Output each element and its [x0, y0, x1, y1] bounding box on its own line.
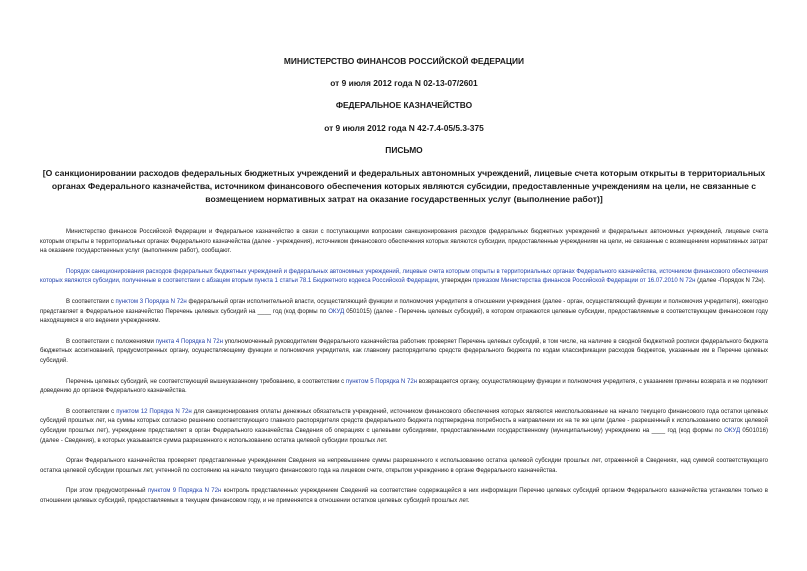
document-page	[40, 0, 768, 513]
item-3-order-link[interactable]: пунктом 3 Порядка N 72н	[115, 298, 187, 305]
paragraph-3	[40, 298, 768, 327]
paragraph-8-lead: При этом предусмотренный	[66, 488, 148, 495]
item-9-order-link[interactable]: пунктом 9 Порядка N 72н	[147, 488, 222, 495]
paragraph-3-lead: В соответствии с	[66, 298, 116, 305]
paragraph-4-text: уполномоченный руководителем Федерального казначейства работник проверяет Перечень целевых субсидий, в том числе, на наличие в сводной бюджетной росписи федерального бюджета бюджетных ассигнований, предусмотренных органу, осуществляющему функции и полномочия учредителя, как главному распорядителю средств федерального бюджета по кодам классификации расходов бюджетов, указанным им в Перечне целевых субсидий.	[40, 338, 768, 364]
ministry-doc-date: от 9 июля 2012 года N 02-13-07/2601	[330, 78, 478, 88]
paragraph-6-tail: 0501016) (далее - Сведения), в которых указывается сумма разрешенного к использованию остатка целевой субсидии прошлых лет.	[40, 427, 768, 444]
paragraph-4	[40, 338, 768, 367]
paragraph-4-lead: В соответствии с положениями	[66, 338, 156, 345]
item-12-order-link[interactable]: пунктом 12 Порядка N 72н	[116, 408, 192, 415]
document-title: [О санкционировании расходов федеральных бюджетных учреждений и федеральных автономных учреждений, лицевые счета которым открыты в территориальных органах Федерального казначейства, источником финансового обеспечения которых являются субсидии, предоставленные учреждениям на цели, не связанные с возмещением нормативных затрат на оказание государственных услуг (выполнение работ)]	[42, 168, 766, 204]
paragraph-8-text: контроль представленных учреждением Сведений на соответствие содержащейся в них информации Перечню целевых субсидий органом Федерального казначейства установлен только в отношении целевых субсидий, предоставляемых в текущем финансовом году, и не применяется в отношении остатков целевых субсидий прошлых лет.	[40, 488, 768, 504]
minfin-order-link[interactable]: приказом Министерства финансов Российской Федерации от 16.07.2010 N 72н	[473, 278, 696, 285]
paragraph-6-text: для санкционирования оплаты денежных обязательств учреждений, источником финансового обеспечения которых являются неиспользованные на начало текущего финансового года остатки целевых субсидий прошлых лет, на суммы которых согласно решению соответствующего главного распорядителя средств федерального бюджета подтверждена потребность в направлении их на те же цели (далее - разрешенный к использованию остаток целевой субсидии прошлых лет), учреждение представляет в орган Федерального казначейства Сведения об операциях с целевыми субсидиями, предоставленными государственному (муниципальному) учреждению на ____ год (код формы по	[40, 408, 769, 434]
okud-link[interactable]: ОКУД	[328, 308, 345, 315]
paragraph-2-tail: (далее -Порядок N 72н).	[695, 278, 766, 285]
paragraph-5	[40, 378, 768, 397]
item-5-order-link[interactable]: пунктом 5 Порядка N 72н	[345, 378, 418, 385]
paragraph-3-text: федеральный орган исполнительной власти, осуществляющий функции и полномочия учредителя в отношении учреждения (далее - орган, осуществляющий функции и полномочия учредителя), ежегодно представляет в Федеральное казначейство Перечень целевых субсидий на ____ год (код формы по	[40, 298, 768, 315]
item-4-order-link[interactable]: пункта 4 Порядка N 72н	[155, 338, 223, 345]
order-72n-link[interactable]: Порядок санкционирования расходов федеральных бюджетных учреждений и федеральных автономных учреждений, лицевые счета которым открыты в территориальных органах Федерального казначейства, источником финансового обеспечения которых являются субсидии, полученные в соответствии с абзацем вторым пункта 1 статьи 78.1 Бюджетного кодекса Российской Федерации	[40, 268, 768, 285]
treasury-heading: ФЕДЕРАЛЬНОЕ КАЗНАЧЕЙСТВО	[335, 100, 473, 110]
paragraph-5-lead: Перечень целевых субсидий, не соответствующий вышеуказанному требованию, в соответствии с	[66, 378, 346, 385]
paragraph-1: Министерство финансов Российской Федерации и Федеральное казначейство в связи с поступающими вопросами санкционирования расходов федеральных бюджетных учреждений и федеральных автономных учреждений, лицевые счета которым открыты в территориальных органах Федерального казначейства (далее - учреждения), источником финансового обеспечения которых являются субсидии, предоставленные учреждениям на цели, не связанные с возмещением нормативных затрат на оказание государственных услуг (выполнение работ), сообщают.	[40, 229, 768, 255]
paragraph-5-text: возвращается органу, осуществляющему функции и полномочия учредителя, с указанием причины возврата и не подлежит доведению до органов Федерального казначейства.	[40, 378, 769, 395]
paragraph-3-tail: 0501015) (далее - Перечень целевых субсидий), в котором отражаются целевые субсидии, предоставляемые в соответствующем финансовом году находящимся в его ведении учреждениям.	[40, 308, 768, 325]
paragraph-7: Орган Федерального казначейства проверяет представленные учреждением Сведения на непревышение суммы разрешенного к использованию остатка целевой субсидии прошлых лет, отраженной в Сведениях, над суммой соответствующего остатка целевой субсидии прошлых лет, учтенной по состоянию на начало текущего финансового года на лицевом счете, открытом учреждению в органе Федерального казначейства.	[40, 458, 768, 474]
paragraph-8	[40, 487, 768, 506]
okud-link[interactable]: ОКУД	[724, 427, 741, 434]
paragraph-2	[40, 268, 768, 287]
ministry-heading: МИНИСТЕРСТВО ФИНАНСОВ РОССИЙСКОЙ ФЕДЕРАЦИИ	[283, 56, 525, 66]
document-type: ПИСЬМО	[385, 145, 423, 155]
paragraph-6	[40, 408, 768, 446]
paragraph-6-lead: В соответствии с	[66, 408, 117, 415]
paragraph-2-text: , утвержден	[438, 278, 474, 285]
treasury-doc-date: от 9 июля 2012 года N 42-7.4-05/5.3-375	[324, 123, 484, 133]
